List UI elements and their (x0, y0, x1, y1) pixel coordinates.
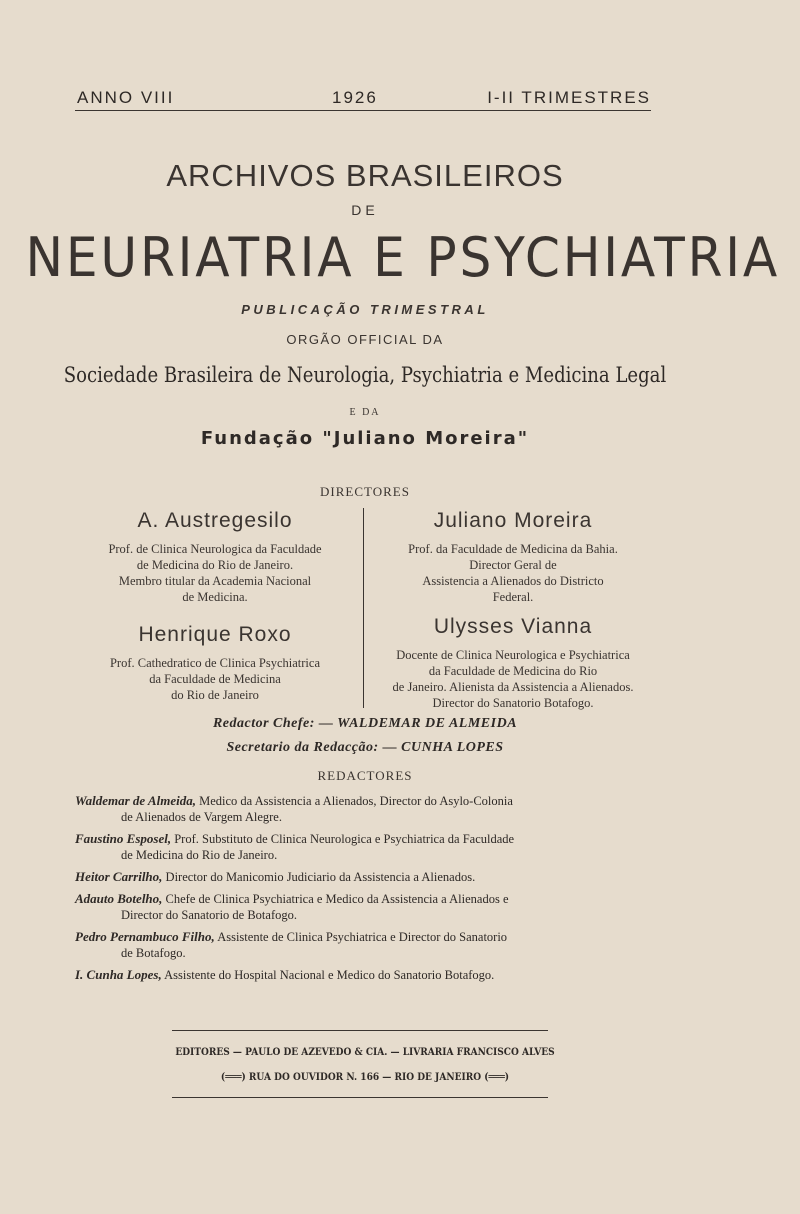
e-da-label: E DA (349, 407, 381, 418)
director-desc-line: da Faculdade de Medicina (149, 672, 281, 686)
editor-name: Faustino Esposel, (75, 831, 172, 846)
director-block (368, 615, 658, 711)
director-desc-line: Membro titular da Academia Nacional (118, 574, 312, 588)
director-desc-line: de Medicina do Rio de Janeiro. (136, 558, 294, 572)
director-desc-line: Docente de Clinica Neurologica e Psychiatrica (396, 648, 630, 662)
volume-label: ANNO VIII (77, 88, 175, 107)
directors-heading: DIRECTORES (320, 484, 410, 499)
header-bar (75, 86, 651, 111)
editor-desc: Assistente de Clinica Psychiatrica e Director do Sanatorio (217, 930, 508, 944)
list-item (75, 891, 655, 923)
list-item (75, 869, 655, 885)
director-desc-line: Director do Sanatorio Botafogo. (432, 696, 594, 710)
editor-desc: Prof. Substituto de Clinica Neurologica e Psychiatrica da Faculdade (174, 832, 515, 846)
director-block (70, 509, 360, 605)
list-item (75, 831, 655, 863)
editor-desc: Medico da Assistencia a Alienados, Director do Asylo-Colonia (199, 794, 513, 808)
director-desc-line: Prof. da Faculdade de Medicina da Bahia. (408, 542, 618, 556)
list-item (75, 793, 655, 825)
list-item (75, 967, 655, 983)
editor-in-chief: Redactor Chefe: — WALDEMAR DE ALMEIDA (212, 716, 518, 731)
editor-desc-cont: de Alienados de Vargem Alegre. (121, 810, 282, 824)
editor-name: Pedro Pernambuco Filho, (75, 929, 215, 944)
director-desc-line: Assistencia a Alienados do Districto (422, 574, 604, 588)
journal-title-de: DE (351, 202, 379, 218)
editors-list (75, 793, 655, 989)
director-block (368, 509, 658, 605)
director-desc-line: Director Geral de (469, 558, 557, 572)
editor-name: Adauto Botelho, (75, 891, 163, 906)
editor-desc-cont: Director do Sanatorio de Botafogo. (121, 908, 297, 922)
editor-desc-cont: de Medicina do Rio de Janeiro. (121, 848, 278, 862)
year-label: 1926 (332, 88, 378, 107)
director-desc-line: de Medicina. (182, 590, 248, 604)
footer-rule-top (172, 1030, 548, 1031)
trimester-label: I-II TRIMESTRES (487, 88, 651, 107)
foundation-name: Fundação "Juliano Moreira" (200, 428, 530, 449)
director-desc-line: da Faculdade de Medicina do Rio (428, 664, 598, 678)
publisher-line: EDITORES — PAULO DE AZEVEDO & CIA. — LIVRARIA FRANCISCO ALVES (175, 1046, 555, 1058)
footer-rule-bottom (172, 1097, 548, 1098)
journal-title-line2: NEURIATRIA E PSYCHIATRIA (25, 226, 781, 289)
editor-desc: Assistente do Hospital Nacional e Medico do Sanatorio Botafogo. (164, 968, 495, 982)
director-name: Ulysses Vianna (433, 615, 593, 638)
director-block (70, 623, 360, 703)
editor-desc-cont: de Botafogo. (121, 946, 186, 960)
director-desc-line: Prof. Cathedratico de Clinica Psychiatrica (109, 656, 320, 670)
director-desc-line: de Janeiro. Alienista da Assistencia a Alienados. (392, 680, 634, 694)
publication-frequency: PUBLICAÇÃO TRIMESTRAL (241, 302, 489, 317)
editor-name: I. Cunha Lopes, (75, 967, 162, 982)
editor-name: Waldemar de Almeida, (75, 793, 196, 808)
director-desc-line: Federal. (492, 590, 534, 604)
list-item (75, 929, 655, 961)
column-divider (363, 508, 364, 708)
journal-title-line1: ARCHIVOS BRASILEIROS (166, 158, 564, 193)
editor-desc: Director do Manicomio Judiciario da Assistencia a Alienados. (165, 870, 476, 884)
editors-heading: REDACTORES (317, 768, 413, 783)
director-name: Juliano Moreira (433, 509, 593, 532)
society-name: Sociedade Brasileira de Neurologia, Psychiatria e Medicina Legal (63, 363, 667, 387)
editorial-secretary: Secretario da Redacção: — CUNHA LOPES (226, 740, 504, 755)
editor-desc: Chefe de Clinica Psychiatrica e Medico da Assistencia a Alienados e (165, 892, 509, 906)
editor-name: Heitor Carrilho, (75, 869, 163, 884)
director-name: A. Austregesilo (137, 509, 293, 532)
director-name: Henrique Roxo (138, 623, 292, 646)
official-organ-label: ORGÃO OFFICIAL DA (286, 332, 444, 347)
director-desc-line: Prof. de Clinica Neurologica da Faculdade (108, 542, 322, 556)
director-desc-line: do Rio de Janeiro (171, 688, 259, 702)
publisher-address: (═══) RUA DO OUVIDOR N. 166 — RIO DE JANEIRO (═══) (220, 1071, 510, 1083)
